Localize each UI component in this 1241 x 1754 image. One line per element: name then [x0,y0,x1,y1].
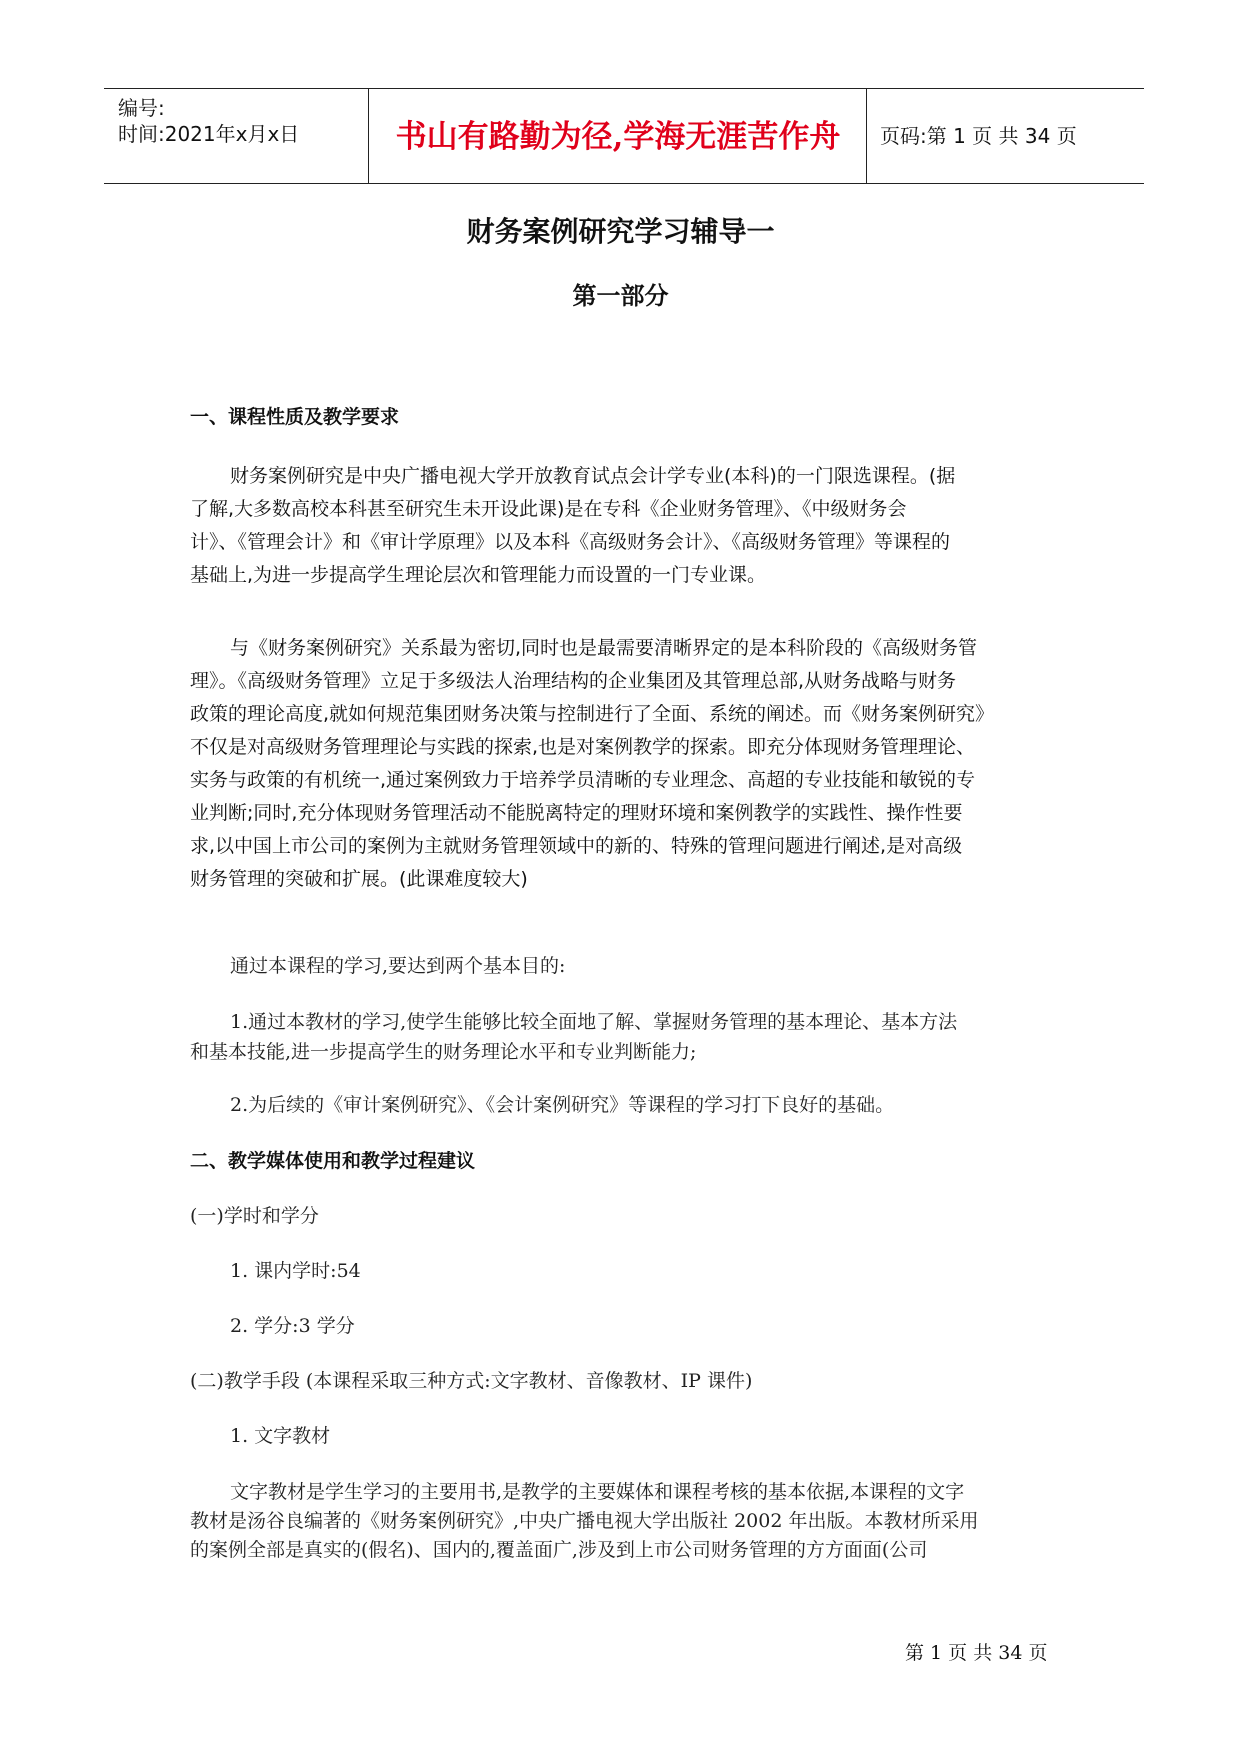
header-page-cell [868,89,1144,183]
header-motto-cell [370,89,867,183]
subsection-teaching-means: (二)教学手段 (本课程采取三种方式:文字教材、音像教材、IP 课件) [190,1370,753,1392]
paragraph-goal-1 [190,1007,1070,1067]
paragraph-line: 财务管理的突破和扩展。(此课难度较大) [190,868,528,890]
paragraph-line: 求,以中国上市公司的案例为主就财务管理领域中的新的、特殊的管理问题进行阐述,是对高级 [190,835,963,857]
paragraph-line: 财务案例研究是中央广播电视大学开放教育试点会计学专业(本科)的一门限选课程。(据 [230,465,956,487]
paragraph-line: 业判断;同时,充分体现财务管理活动不能脱离特定的理财环境和案例教学的实践性、操作性要 [190,802,963,824]
footer-page-number: 第 1 页 共 34 页 [905,1642,1048,1664]
paragraph-line: 与《财务案例研究》关系最为密切,同时也是最需要清晰界定的是本科阶段的《高级财务管 [230,637,978,659]
header-meta-cell [104,89,369,183]
paragraph-relation [190,632,1070,896]
item-class-hours: 1. 课内学时:54 [230,1260,361,1282]
document-time-label: 时间:2021年x月x日 [118,122,300,146]
paragraph-line: 文字教材是学生学习的主要用书,是教学的主要媒体和课程考核的基本依据,本课程的文字 [230,1481,965,1503]
section-heading-1: 一、课程性质及教学要求 [190,406,400,428]
paragraph-line: 理》。《高级财务管理》立足于多级法人治理结构的企业集团及其管理总部,从财务战略与财务 [190,670,957,692]
header-table [104,88,1144,184]
document-subtitle: 第一部分 [572,282,669,310]
paragraph-line: 了解,大多数高校本科甚至研究生未开设此课)是在专科《企业财务管理》、《中级财务会 [190,498,907,520]
document-number-label: 编号: [118,96,165,120]
paragraph-course-nature [190,460,1070,592]
motto-text: 书山有路勤为径,学海无涯苦作舟 [395,119,841,155]
paragraph-line: 实务与政策的有机统一,通过案例致力于培养学员清晰的专业理念、高超的专业技能和敏锐的专 [190,769,976,791]
section-heading-2: 二、教学媒体使用和教学过程建议 [190,1150,476,1172]
paragraph-line: 计》、《管理会计》和《审计学原理》以及本科《高级财务会计》、《高级财务管理》等课程的 [190,531,951,553]
subsection-hours-credits: (一)学时和学分 [190,1205,319,1227]
item-credits: 2. 学分:3 学分 [230,1315,355,1337]
item-text-materials: 1. 文字教材 [230,1425,331,1447]
header-page-number: 页码:第 1 页 共 34 页 [880,124,1077,148]
paragraph-goal-2: 2.为后续的《审计案例研究》、《会计案例研究》等课程的学习打下良好的基础。 [230,1094,895,1116]
paragraph-line: 不仅是对高级财务管理理论与实践的探索,也是对案例教学的探索。即充分体现财务管理理论、 [190,736,976,758]
paragraph-line: 的案例全部是真实的(假名)、国内的,覆盖面广,涉及到上市公司财务管理的方方面面(公司 [190,1539,928,1561]
paragraph-goals-intro: 通过本课程的学习,要达到两个基本目的: [230,955,566,977]
paragraph-line: 政策的理论高度,就如何规范集团财务决策与控制进行了全面、系统的阐述。而《财务案例研究》 [190,703,995,725]
paragraph-text-materials [190,1478,1070,1565]
paragraph-line: 基础上,为进一步提高学生理论层次和管理能力而设置的一门专业课。 [190,564,767,586]
document-title: 财务案例研究学习辅导一 [466,215,775,248]
paragraph-line: 1.通过本教材的学习,使学生能够比较全面地了解、掌握财务管理的基本理论、基本方法 [230,1011,958,1033]
paragraph-line: 和基本技能,进一步提高学生的财务理论水平和专业判断能力; [190,1041,697,1063]
paragraph-line: 教材是汤谷良编著的《财务案例研究》,中央广播电视大学出版社 2002 年出版。本教材所采用 [190,1510,979,1532]
